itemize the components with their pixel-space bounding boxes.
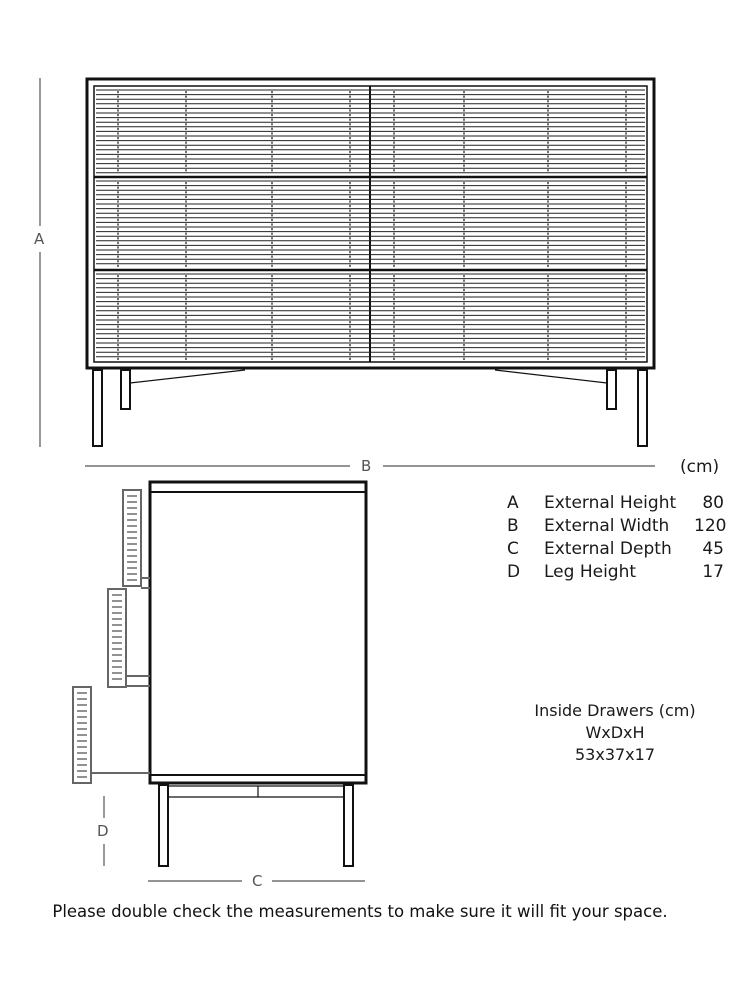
leg-front-right — [638, 370, 647, 446]
measurement-note: Please double check the measurements to make sure it will fit your space. — [52, 902, 668, 921]
inside-drawers-size: 53x37x17 — [574, 745, 655, 764]
inside-drawers-title: Inside Drawers (cm) — [534, 701, 696, 720]
spec-name: External Height — [544, 492, 677, 513]
spec-value: 80 — [702, 492, 724, 513]
leg-brace-left — [130, 370, 245, 383]
side-view — [150, 482, 366, 866]
leg-front-left — [93, 370, 102, 446]
spec-letter: B — [507, 515, 519, 536]
drawer-profiles — [73, 490, 150, 783]
side-cabinet-body — [150, 482, 366, 783]
dimension-specs-table — [507, 491, 727, 583]
leg-brace-right — [495, 370, 607, 383]
spec-letter: D — [507, 561, 521, 582]
spec-value: 120 — [694, 515, 727, 536]
spec-letter: A — [507, 492, 519, 513]
spec-name: External Depth — [544, 538, 672, 559]
dimension-a-label: A — [34, 230, 45, 248]
leg-back-left — [121, 370, 130, 409]
spec-value: 45 — [702, 538, 724, 559]
spec-row-c — [507, 537, 724, 560]
spec-name: External Width — [544, 515, 670, 536]
inside-drawers-info — [520, 700, 710, 766]
leg-back-right — [607, 370, 616, 409]
spec-name: Leg Height — [544, 561, 637, 582]
spec-letter: C — [507, 538, 519, 559]
dimension-b-label: B — [361, 457, 372, 475]
front-view — [87, 79, 654, 446]
dimension-c-label: C — [252, 872, 263, 890]
side-leg-back — [344, 785, 353, 866]
inside-drawers-format: WxDxH — [585, 723, 645, 742]
spec-row-a — [507, 491, 724, 514]
spec-row-b — [507, 514, 727, 537]
spec-value: 17 — [702, 561, 724, 582]
dimension-d-label: D — [97, 822, 109, 840]
spec-row-d — [507, 560, 724, 583]
unit-label: (cm) — [680, 457, 720, 477]
side-leg-front — [159, 785, 168, 866]
